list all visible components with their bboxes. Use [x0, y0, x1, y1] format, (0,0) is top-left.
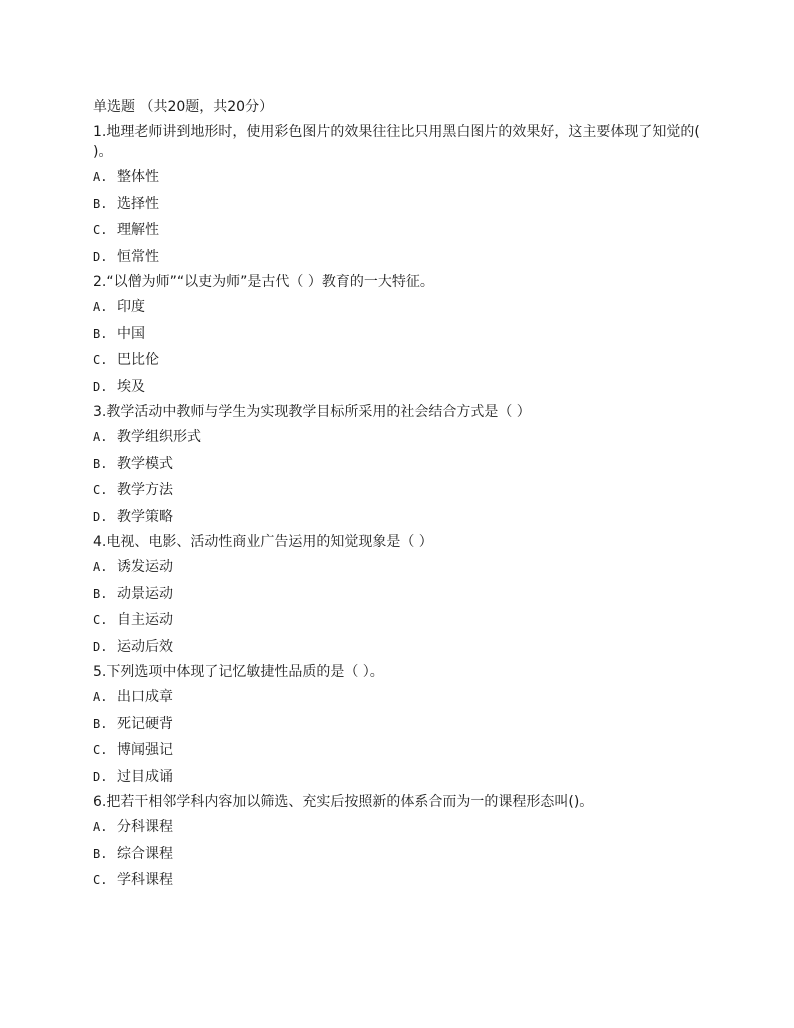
option-text: 整体性 [117, 169, 159, 185]
answer-option [93, 376, 713, 398]
question-item [93, 402, 713, 528]
answer-option [93, 426, 713, 448]
option-text: 综合课程 [117, 845, 173, 862]
option-text: 分科课程 [117, 819, 173, 835]
option-letter: C. [93, 353, 108, 367]
answer-option [93, 323, 713, 345]
option-letter: A. [93, 560, 108, 574]
answer-option [93, 246, 713, 268]
answer-option [93, 453, 713, 475]
question-stem: 1.地理老师讲到地形时，使用彩色图片的效果往往比只用黑白图片的效果好，这主要体现了知觉的( )。 [93, 124, 700, 160]
question-item [93, 272, 713, 398]
option-text: 理解性 [117, 222, 159, 238]
question-item [93, 122, 713, 268]
question-stem: 6.把若干相邻学科内容加以筛选、充实后按照新的体系合而为一的课程形态叫()。 [93, 794, 594, 810]
answer-option [93, 843, 713, 865]
question-stem: 2.“以僧为师”“以吏为师”是古代（ ）教育的一大特征。 [93, 274, 434, 290]
option-text: 教学策略 [117, 508, 173, 525]
option-letter: B. [93, 196, 108, 211]
option-letter: D. [93, 249, 108, 264]
option-letter: C. [93, 613, 108, 627]
option-text: 诱发运动 [117, 559, 173, 575]
option-text: 选择性 [117, 195, 159, 212]
option-text: 教学模式 [117, 455, 173, 472]
answer-option [93, 219, 713, 241]
answer-option [93, 583, 713, 605]
answer-option [93, 686, 713, 708]
option-letter: C. [93, 743, 108, 757]
exam-page [93, 96, 713, 896]
option-text: 埃及 [117, 378, 145, 395]
option-text: 教学方法 [117, 482, 173, 498]
option-text: 巴比伦 [117, 352, 159, 368]
option-letter: B. [93, 716, 108, 731]
answer-option [93, 636, 713, 658]
option-text: 自主运动 [117, 612, 173, 628]
option-text: 过目成诵 [117, 768, 173, 785]
question-stem: 4.电视、电影、活动性商业广告运用的知觉现象是（ ） [93, 534, 433, 550]
option-letter: A. [93, 430, 108, 444]
option-letter: B. [93, 586, 108, 601]
option-text: 死记硬背 [117, 715, 173, 732]
option-text: 学科课程 [117, 872, 173, 888]
answer-option [93, 739, 713, 761]
answer-option [93, 816, 713, 838]
question-item [93, 662, 713, 788]
option-letter: B. [93, 326, 108, 341]
option-letter: C. [93, 483, 108, 497]
option-text: 博闻强记 [117, 742, 173, 758]
question-item [93, 792, 713, 891]
answer-option [93, 609, 713, 631]
answer-option [93, 479, 713, 501]
question-stem: 3.教学活动中教师与学生为实现教学目标所采用的社会结合方式是（ ） [93, 404, 531, 420]
section-title: 单选题 （共20题，共20分） [93, 99, 274, 115]
answer-option [93, 556, 713, 578]
option-letter: A. [93, 690, 108, 704]
option-letter: A. [93, 300, 108, 314]
answer-option [93, 166, 713, 188]
option-text: 印度 [117, 299, 145, 315]
option-letter: A. [93, 170, 108, 184]
option-text: 动景运动 [117, 585, 173, 602]
option-letter: D. [93, 379, 108, 394]
option-letter: D. [93, 509, 108, 524]
option-letter: C. [93, 223, 108, 237]
option-letter: B. [93, 846, 108, 861]
question-list [93, 122, 713, 891]
option-text: 出口成章 [117, 689, 173, 705]
option-text: 教学组织形式 [117, 429, 201, 445]
option-letter: D. [93, 769, 108, 784]
option-letter: A. [93, 820, 108, 834]
option-letter: B. [93, 456, 108, 471]
answer-option [93, 296, 713, 318]
answer-option [93, 349, 713, 371]
answer-option [93, 869, 713, 891]
answer-option [93, 713, 713, 735]
answer-option [93, 193, 713, 215]
question-item [93, 532, 713, 658]
answer-option [93, 506, 713, 528]
option-letter: D. [93, 639, 108, 654]
option-letter: C. [93, 873, 108, 887]
option-text: 中国 [117, 325, 145, 342]
option-text: 运动后效 [117, 638, 173, 655]
option-text: 恒常性 [117, 248, 159, 265]
question-stem: 5.下列选项中体现了记忆敏捷性品质的是（ ）。 [93, 664, 384, 680]
answer-option [93, 766, 713, 788]
